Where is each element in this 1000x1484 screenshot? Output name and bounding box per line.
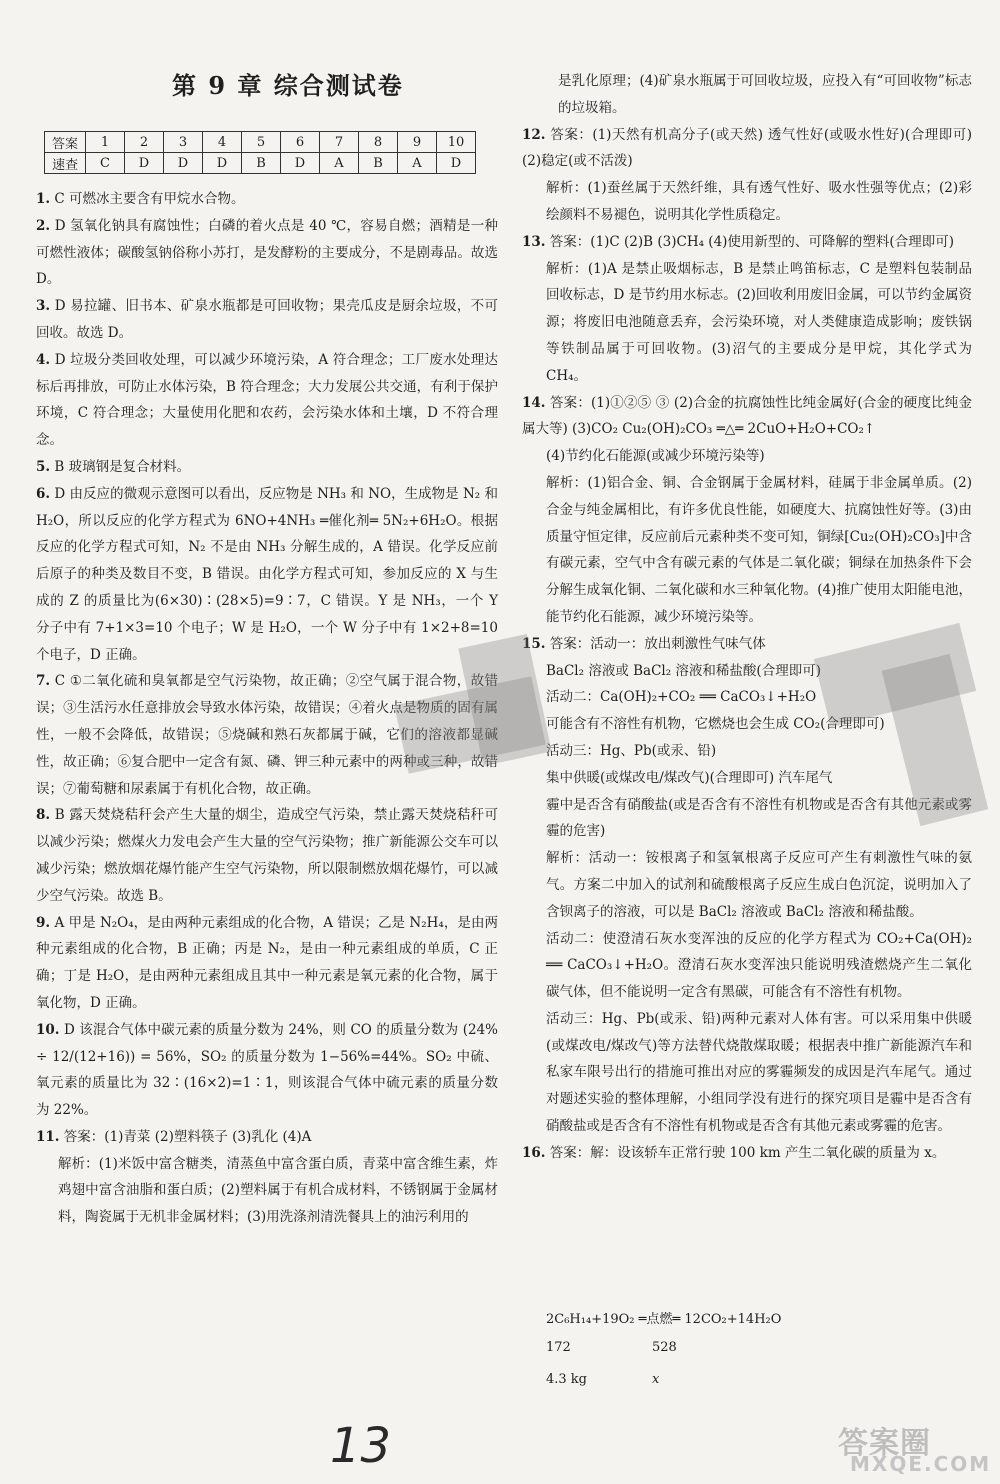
answer-item: 解析：(1)蚕丝属于天然纤维，具有透气性好、吸水性强等优点；(2)彩绘颜料不易褪色，说明其化学性质稳定。 xyxy=(546,180,972,223)
question-number: 10 xyxy=(437,132,476,153)
answer-cell: C xyxy=(86,153,125,174)
answer-item: 解析：(1)铝合金、铜、合金钢属于金属材料，硅属于非金属单质。(2)合金与纯金属相比，有许多优良性能，如硬度大、抗腐蚀性好等。(3)由质量守恒定律，反应前后元素种类不变可知，铜绿[Cu₂(OH)₂CO₃]中含有碳元素，空气中含有碳元素的气体是二氧化碳；铜绿在加热条件下会分解生成氧化铜、二氧化碳和水三种氧化物。(4)推广使用太阳能电池，能节约化石能源，减少环境污染等。 xyxy=(546,474,972,625)
answer-item: 解析：(1)A 是禁止吸烟标志，B 是禁止鸣笛标志，C 是塑料包装制品回收标志，D 是节约用水标志。(2)回收利用废旧金属，可以节约金属资源；将废旧电池随意丢弃，会污染环境，对人类健康造成影响；废铁锅等铁制品属于可回收物。(3)沼气的主要成分是甲烷，其化学式为 CH₄。 xyxy=(546,260,972,384)
answer-item: 活动二：Ca(OH)₂+CO₂ ══ CaCO₃↓+H₂O xyxy=(546,689,817,706)
right-column xyxy=(522,68,972,1167)
table-row-label: 速查 xyxy=(45,153,86,174)
answer-item: 解析：活动一：铵根离子和氢氧根离子反应可产生有刺激性气味的氨气。方案二中加入的试剂和硫酸根离子反应生成白色沉淀，说明加入了含钡离子的溶液，可以是 BaCl₂ 溶液或 BaCl₂ 溶液和稀盐酸。 xyxy=(546,850,972,920)
question-number: 8 xyxy=(359,132,398,153)
answer-item: 霾中是否含有硝酸盐(或是否含有不溶性有机物或是否含有其他元素或雾霾的危害) xyxy=(546,796,972,840)
answer-cell: D xyxy=(203,153,242,174)
answer-item: 11. 答案：(1)青菜 (2)塑料筷子 (3)乳化 (4)A xyxy=(36,1128,312,1145)
answer-item: 活动三：Hg、Pb(或汞、铅) xyxy=(546,742,717,759)
answer-item: 15. 答案：活动一：放出刺激性气味气体 xyxy=(522,635,766,652)
answer-cell: A xyxy=(320,153,359,174)
answer-item: 活动二：使澄清石灰水变浑浊的反应的化学方程式为 CO₂+Ca(OH)₂ ══ CaCO₃↓+H₂O。澄清石灰水变浑浊只能说明残渣燃烧产生二氧化碳气体，但不能说明一定含有黑碳，可能含有不溶性有机物。 xyxy=(546,930,972,1001)
answer-cell: D xyxy=(281,153,320,174)
watermark-logo-text: 答案圈 xyxy=(838,1426,931,1461)
answer-item: 12. 答案：(1)天然有机高分子(或天然) 透气性好(或吸水性好)(合理即可) (2)稳定(或不活泼) xyxy=(522,126,973,170)
table-header-label: 答案 xyxy=(45,132,86,153)
answer-table-header-row xyxy=(45,132,476,153)
answer-item: 活动三：Hg、Pb(或汞、铅)两种元素对人体有害。可以采用集中供暖(或煤改电/煤改气)等方法替代烧散煤取暖；根据表中推广新能源汽车和私家车限号出行的措施可推出对应的雾霾频发的成因是汽车尾气。通过对题述实验的整体理解，小组同学没有进行的探究项目是霾中是否含有硝酸盐或是否含有不溶性有机物或是否含有其他元素或雾霾的危害。 xyxy=(546,1010,972,1135)
answer-item: 14. 答案：(1)①②⑤ ③ (2)合金的抗腐蚀性比纯金属好(合金的硬度比纯金属大等) (3)CO₂ Cu₂(OH)₂CO₃ ═△═ 2CuO+H₂O+CO₂↑ xyxy=(522,394,972,438)
answer-item: 7. C ①二氧化硫和臭氧都是空气污染物，故正确；②空气属于混合物，故错误；③生活污水任意排放会导致水体污染，故错误；④着火点是物质的固有属性，一般不会降低，故错误；⑤烧碱和熟石灰都属于碱，它们的溶液都显碱性，故正确；⑥复合肥中一定含有氮、磷、钾三种元素中的两种或三种，故错误；⑦葡萄糖和尿素属于有机化合物，故正确。 xyxy=(36,673,498,797)
answer-cell: D xyxy=(437,153,476,174)
answer-cell: A xyxy=(398,153,437,174)
answer-item: 2. D 氢氧化钠具有腐蚀性；白磷的着火点是 40 ℃，容易自燃；酒精是一种可燃性液体；碳酸氢钠俗称小苏打，是发酵粉的主要成分，不是剧毒品。故选 D。 xyxy=(36,217,498,288)
equation-value-1: 4.3 kg xyxy=(546,1372,588,1387)
answer-item: 13. 答案：(1)C (2)B (3)CH₄ (4)使用新型的、可降解的塑料(合理即可) xyxy=(522,233,954,250)
question-number: 1 xyxy=(86,132,125,153)
answer-item: 4. D 垃圾分类回收处理，可以减少环境污染，A 符合理念；工厂废水处理达标后再排放，可防止水体污染，B 符合理念；大力发展公共交通，有利于保护环境，C 符合理念；大量使用化肥和农药，会污染水体和土壤，D 不符合理念。 xyxy=(36,351,498,449)
question-number: 2 xyxy=(125,132,164,153)
answer-item: 5. B 玻璃钢是复合材料。 xyxy=(36,458,191,475)
answer-item: 1. C 可燃冰主要含有甲烷水合物。 xyxy=(36,191,245,207)
page-title: 第 9 章 综合测试卷 xyxy=(172,71,404,100)
watermark-url: MXQE.COM xyxy=(850,1452,992,1476)
answer-item: 可能含有不溶性有机物，它燃烧也会生成 CO₂(合理即可) xyxy=(546,716,885,733)
answer-cell: B xyxy=(359,153,398,174)
question-number: 5 xyxy=(242,132,281,153)
answer-item: BaCl₂ 溶液或 BaCl₂ 溶液和稀盐酸(合理即可) xyxy=(546,662,821,679)
answer-item: 3. D 易拉罐、旧书本、矿泉水瓶都是可回收物；果壳瓜皮是厨余垃圾，不可回收。故选 D。 xyxy=(36,298,498,341)
answer-item: (4)节约化石能源(或减少环境污染等) xyxy=(546,448,765,465)
question-number: 3 xyxy=(164,132,203,153)
equation-value-2: x xyxy=(652,1372,660,1387)
answer-item: 16. 答案：解：设该轿车正常行驶 100 km 产生二氧化碳的质量为 x。 xyxy=(522,1144,946,1161)
answer-table-answer-row xyxy=(45,153,476,174)
answer-item: 集中供暖(或煤改电/煤改气)(合理即可) 汽车尾气 xyxy=(546,769,833,786)
answer-cell: D xyxy=(125,153,164,174)
question-number: 9 xyxy=(398,132,437,153)
equation-mass-2: 528 xyxy=(652,1340,677,1355)
answer-item: 9. A 甲是 N₂O₄，是由两种元素组成的化合物，A 错误；乙是 N₂H₄，是由两种元素组成的化合物，B 正确；丙是 N₂，是由一种元素组成的单质，C 正确；丁是 H₂O，是由两种元素组成且其中一种元素是氧元素的化合物，属于氧化物，D 正确。 xyxy=(36,914,498,1011)
answer-item: 6. D 由反应的微观示意图可以看出，反应物是 NH₃ 和 NO，生成物是 N₂ 和 H₂O，所以反应的化学方程式为 6NO+4NH₃ ═催化剂═ 5N₂+6H₂O。根据反应的化学方程式可知，N₂ 不是由 NH₃ 分解生成的，A 错误。化学反应前后原子的种类及数目不变，B 错误。由化学方程式可知，参加反应的 X 与生成的 Z 的质量比为(6×30)∶(28×5)=9∶7，C 错误。Y 是 NH₃，一个 Y 分子中有 7+1×3=10 个电子；W 是 H₂O，一个 W 分子中有 1×2+8=10 个电子，D 正确。 xyxy=(36,485,498,663)
question-number: 7 xyxy=(320,132,359,153)
page-number: 13 xyxy=(330,1418,392,1474)
answer-cell: B xyxy=(242,153,281,174)
question-number: 6 xyxy=(281,132,320,153)
equation-mass-1: 172 xyxy=(546,1340,571,1355)
answer-item: 10. D 该混合气体中碳元素的质量分数为 24%，则 CO 的质量分数为 (24% ÷ 12/(12+16)) = 56%，SO₂ 的质量分数为 1−56%=44%。SO₂ 中硫、氧元素的质量比为 32∶(16×2)=1∶1，则该混合气体中硫元素的质量分数为 22%。 xyxy=(36,1021,498,1119)
answer-table xyxy=(44,131,476,174)
equation-line: 2C₆H₁₄+19O₂ ═点燃═ 12CO₂+14H₂O xyxy=(546,1312,782,1327)
answer-item: 解析：(1)米饭中富含糖类，清蒸鱼中富含蛋白质，青菜中富含维生素，炸鸡翅中富含油脂和蛋白质；(2)塑料属于有机合成材料，不锈钢属于金属材料，陶瓷属于无机非金属材料；(3)用洗涤剂清洗餐具上的油污利用的 xyxy=(58,1155,498,1226)
answer-item: 是乳化原理；(4)矿泉水瓶属于可回收垃圾，应投入有“可回收物”标志的垃圾箱。 xyxy=(558,73,972,116)
answer-item: 8. B 露天焚烧秸秆会产生大量的烟尘，造成空气污染，禁止露天焚烧秸秆可以减少污染；燃煤火力发电会产生大量的空气污染物；推广新能源公交车可以减少污染；燃放烟花爆竹能产生空气污染物，所以限制燃放烟花爆竹，可以减少空气污染。故选 B。 xyxy=(36,807,498,904)
answer-cell: D xyxy=(164,153,203,174)
question-number: 4 xyxy=(203,132,242,153)
